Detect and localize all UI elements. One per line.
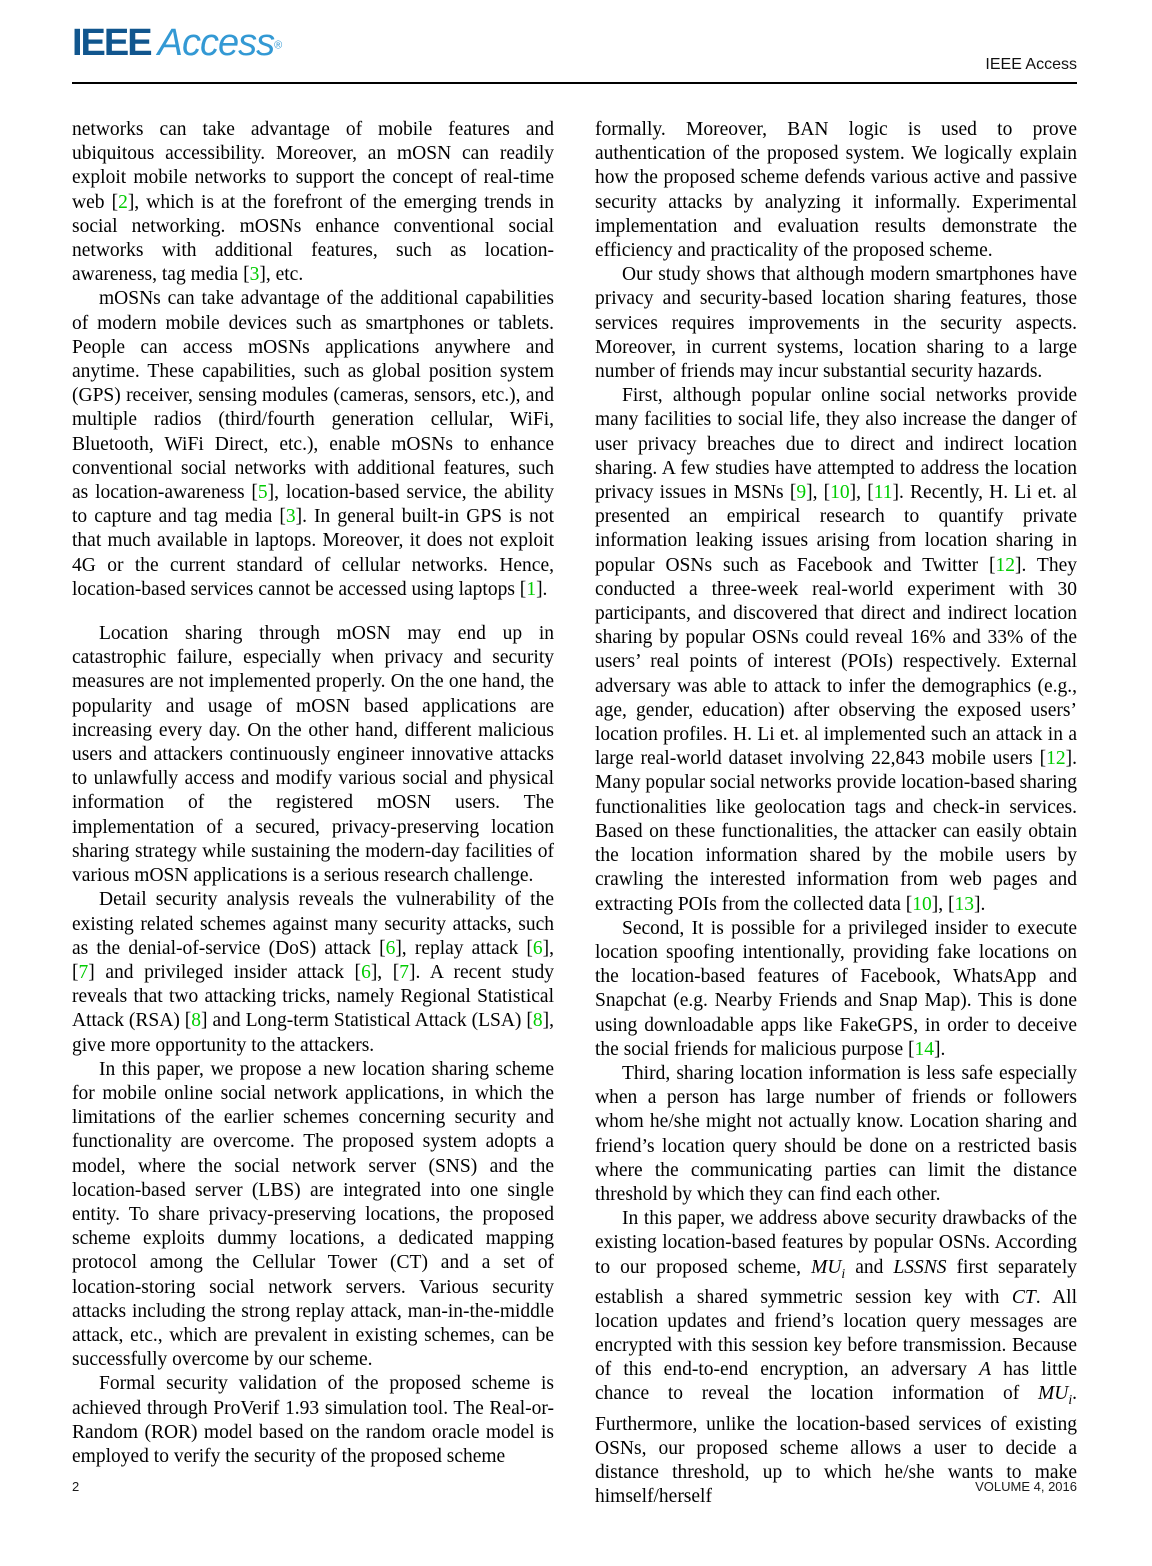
running-head: IEEE Access: [985, 56, 1077, 73]
math-symbol: $MU_i$: [1038, 1383, 1073, 1408]
citation-ref[interactable]: 14: [914, 1038, 934, 1060]
citation-ref[interactable]: 12: [995, 554, 1016, 576]
citation-ref[interactable]: 12: [1046, 748, 1066, 770]
left-column: [72, 118, 554, 1509]
citation-ref[interactable]: 13: [954, 893, 975, 915]
volume-line: VOLUME 4, 2016: [975, 1479, 1077, 1494]
citation-ref[interactable]: 2: [118, 191, 128, 213]
citation-ref[interactable]: 6: [532, 937, 543, 959]
paragraph: In this paper, we propose a new location sharing scheme for mobile online social network applications, in which the limitations of the earlier schemes concerning security and functionality are overcome. The proposed system adopts a model, where the social network server (SNS) and the location-based server (LBS) are integrated into one single entity. To share privacy-preserving locations, the proposed scheme exploits dummy locations, a dedicated mapping protocol among the Cellular Tower (CT) and a set of location-storing social network servers. Various security attacks including the strong replay attack, man-in-the-middle attack, etc., which are prevalent in existing schemes, can be successfully overcome by our scheme.: [72, 1058, 554, 1371]
citation-ref[interactable]: 8: [191, 1010, 202, 1032]
math-symbol: CT: [1011, 1286, 1036, 1308]
citation-ref[interactable]: 3: [285, 506, 296, 528]
math-symbol: LSSNS: [893, 1256, 947, 1278]
paragraph: Detail security analysis reveals the vulnerability of the existing related schemes against many security attacks, such as the denial-of-service (DoS) attack [6], replay attack [6], [7] and privileged insider attack [6], [7]. A recent study reveals that two attacking tricks, namely Regional Statistical Attack (RSA) [8] and Long-term Statistical Attack (LSA) [8], give more opportunity to the attackers.: [72, 889, 554, 1056]
citation-ref[interactable]: 1: [526, 578, 537, 600]
citation-ref[interactable]: 8: [532, 1010, 543, 1032]
citation-ref[interactable]: 7: [399, 961, 410, 983]
paragraph: formally. Moreover, BAN logic is used to prove authentication of the proposed system. We logically explain how the proposed scheme defends various active and passive security attacks by analyzing it informally. Experimental implementation and evaluation results demonstrate the efficiency and practicality of the proposed scheme.: [595, 119, 1077, 262]
paragraph: In this paper, we address above security drawbacks of the existing location-based features by popular OSNs. According to our proposed scheme, $MU_i$ and LSSNS first separately establish a shared symmetric session key with CT. All location updates and friend’s location query messages are encrypted with this session key before transmission. Because of this end-to-end encryption, an adversary A has little chance to reveal the location information of $MU_i$. Furthermore, unlike the location-based services of existing OSNs, our proposed scheme allows a user to decide a distance threshold, up to which he/she wants to make himself/herself: [595, 1208, 1078, 1508]
citation-ref[interactable]: 5: [257, 482, 268, 504]
ieee-access-logo: [72, 24, 282, 62]
header-rule: [72, 82, 1077, 84]
math-script-symbol: A: [979, 1359, 992, 1381]
paragraph: Our study shows that although modern smartphones have privacy and security-based location sharing features, those services requires improvements in the security aspects. Moreover, in current systems, location sharing to a large number of friends may incur substantial security hazards.: [595, 264, 1077, 383]
paragraph: Formal security validation of the proposed scheme is achieved through ProVerif 1.93 simulation tool. The Real-or-Random (ROR) model based on the random oracle model is employed to verify the security of the proposed scheme: [72, 1373, 554, 1467]
logo-access-text: Access: [157, 22, 275, 64]
citation-ref[interactable]: 3: [249, 264, 260, 286]
citation-ref[interactable]: 10: [912, 893, 932, 915]
page-number: 2: [72, 1479, 80, 1494]
paragraph: Third, sharing location information is less safe especially when a person has large number of friends or followers whom he/she might not actually know. Location sharing and friend’s location query should be done on a restricted basis where the communicating parties can limit the distance threshold by which they can find each other.: [595, 1062, 1077, 1205]
logo-ieee-text: IEEE: [72, 22, 151, 64]
citation-ref[interactable]: 11: [873, 482, 893, 504]
two-column-body: [72, 118, 1077, 1509]
right-column: [595, 118, 1077, 1509]
page-footer: [72, 1479, 1077, 1494]
paragraph: mOSNs can take advantage of the additional capabilities of modern mobile devices such as smartphones or tablets. People can access mOSNs applications anywhere and anytime. These capabilities, such as global position system (GPS) receiver, sensing modules (cameras, sensors, etc.), and multiple radios (third/fourth generation cellular, WiFi, Bluetooth, WiFi Direct, etc.), enable mOSNs to enhance conventional social networks with additional features, such as location-awareness [5], location-based service, the ability to capture and tag media [3]. In general built-in GPS is not that much available in laptops. Moreover, it does not exploit 4G or the current standard of cellular networks. Hence, location-based services cannot be accessed using laptops [1].: [72, 288, 554, 600]
citation-ref[interactable]: 6: [361, 961, 371, 983]
paragraph: Location sharing through mOSN may end up in catastrophic failure, especially when privacy and security measures are not implemented properly. On the one hand, the popularity and usage of mOSN based applications are increasing every day. On the other hand, different malicious users and attackers continuously engineer innovative attacks to unlawfully access and modify various social and physical information of the registered mOSN users. The implementation of a secured, privacy-preserving location sharing strategy while sustaining the modern-day facilities of various mOSN applications is a serious research challenge.: [72, 623, 554, 887]
paragraph: networks can take advantage of mobile features and ubiquitous accessibility. Moreover, an mOSN can readily exploit mobile networks to support the concept of real-time web [2], which is at the forefront of the emerging trends in social networking. mOSNs enhance conventional social networks with additional features, such as location-awareness, tag media [3], etc.: [72, 119, 554, 286]
citation-ref[interactable]: 9: [796, 482, 807, 504]
math-symbol: $MU_i$: [811, 1256, 846, 1281]
citation-ref[interactable]: 7: [78, 961, 89, 983]
paragraph: First, although popular online social networks provide many facilities to social life, they also increase the danger of user privacy breaches due to direct and indirect location sharing. A few studies have attempted to address the location privacy issues in MSNs [9], [10], [11]. Recently, H. Li et. al presented an empirical research to quantify private information leaking issues arising from location sharing in popular OSNs such as Facebook and Twitter [12]. They conducted a three-week real-world experiment with 30 participants, and discovered that direct and indirect location sharing by popular OSNs could reveal 16% and 33% of the users’ real points of interest (POIs) respectively. External adversary was able to attack to infer the demographics (e.g., age, gender, education) after observing the exposed users’ location profiles. H. Li et. al implemented such an attack in a large real-world dataset involving 22,843 mobile users [12]. Many popular social networks provide location-based sharing functionalities like geolocation tags and check-in services. Based on these functionalities, the attacker can easily obtain the location information shared by the mobile users by crawling the interested information from web pages and extracting POIs from the collected data [10], [13].: [595, 385, 1078, 915]
citation-ref[interactable]: 6: [385, 937, 396, 959]
paragraph: Second, It is possible for a privileged insider to execute location spoofing intentionally, providing fake locations on the location-based features of Facebook, WhatsApp and Snapchat (e.g. Nearby Friends and Snap Map). This is done using downloadable apps like FakeGPS, in order to deceive the social friends for malicious purpose [14].: [595, 917, 1077, 1060]
citation-ref[interactable]: 10: [830, 482, 850, 504]
registered-mark: ®: [274, 39, 283, 52]
